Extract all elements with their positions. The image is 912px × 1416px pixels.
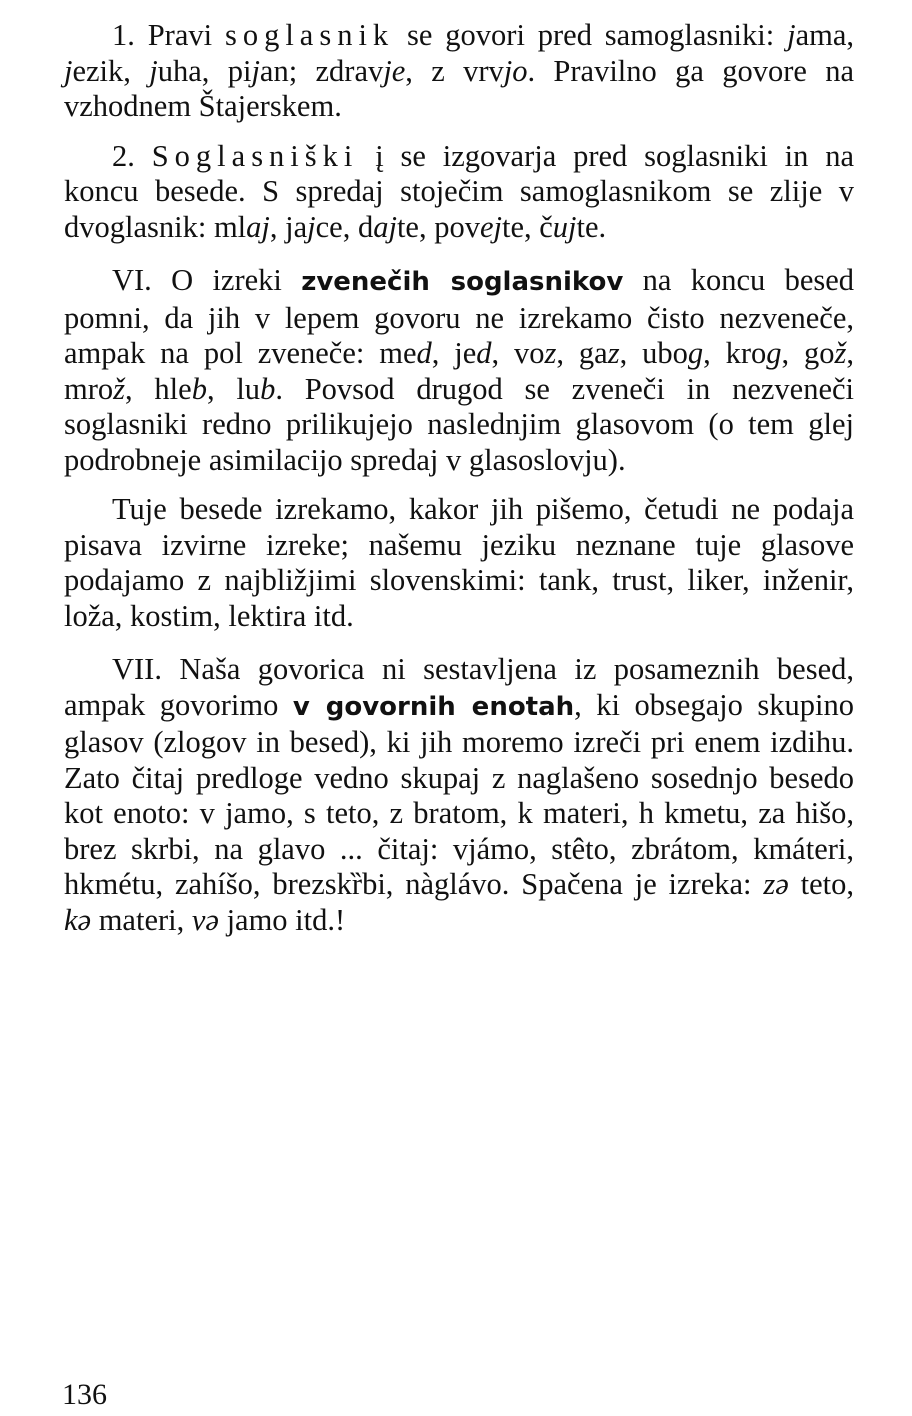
text-segment: an; zdrav: [259, 53, 384, 88]
italic-segment: j: [787, 18, 796, 52]
italic-segment: və: [191, 902, 219, 937]
text-segment: , lu: [206, 371, 261, 406]
italic-segment: b: [260, 371, 276, 406]
bold-term: zvenečih soglasnikov: [301, 267, 624, 297]
text-segment: ce, d: [315, 209, 374, 244]
italic-segment: ej: [479, 209, 502, 244]
bold-term: v govornih enotah: [292, 691, 575, 722]
italic-segment: kə: [64, 902, 92, 937]
text-segment: 1. Pravi: [112, 18, 225, 52]
italic-segment: j: [149, 53, 158, 88]
page-text: [64, 18, 854, 938]
text-segment: , ubo: [619, 336, 688, 370]
italic-segment: je: [383, 53, 406, 88]
italic-segment: d: [476, 336, 492, 370]
paragraph-foreign-words: [64, 492, 854, 634]
text-segment: , ga: [556, 336, 608, 370]
text-segment: , go: [781, 336, 835, 370]
text-segment: , mro: [64, 336, 855, 406]
text-segment: , z vrv: [405, 53, 504, 88]
text-segment: Tuje besede izrekamo, kakor jih pišemo, četudi ne podaja pisava izvirne izreke; našemu jeziku neznane tuje glasove podajamo z najbližjimi slovenskimi: tank, trust, liker, inženir, loža, kostim, lektira itd.: [64, 492, 854, 633]
italic-segment: j: [64, 53, 73, 88]
italic-segment: j: [307, 209, 316, 244]
spaced-term: soglasnik: [224, 18, 395, 52]
text-segment: materi,: [91, 902, 192, 937]
italic-segment: aj: [373, 209, 397, 244]
text-segment: te.: [576, 209, 607, 244]
italic-segment: jo: [503, 53, 528, 88]
italic-segment: g: [766, 336, 782, 370]
text-segment: , ja: [269, 209, 308, 244]
text-segment: . Povsod drugod se zveneči in nezveneči soglasniki redno prilikujejo naslednjim glasovom (o tem glej podrobneje asimilacijo spredaj v glasoslovju).: [64, 371, 854, 477]
italic-segment: ž: [113, 371, 126, 406]
italic-segment: aj: [246, 209, 270, 244]
text-segment: , ki obsegajo skupino glasov (zlogov in besed), ki jih moremo izreči pri enem izdihu. Zato čitaj predloge vedno skupaj z naglašeno sosednjo besedo kot enoto: v jamo, s teto, z bratom, k materi, h kmetu, za hišo, brez skrbi, na glavo ... čitaj: vjámo, stêto, zbrátom, kmáteri, hkmétu, zahíšo, brezskȑbi, nàglávo. Spačena je izreka:: [64, 687, 854, 901]
paragraph-1: [64, 18, 854, 125]
text-segment: te, pov: [396, 209, 480, 244]
paragraph-2: [64, 139, 854, 246]
italic-segment: b: [191, 371, 207, 406]
text-segment: VII. Naša govorica ni sestavljena iz posameznih besed, ampak govorimo: [64, 652, 854, 722]
text-segment: . Pravilno ga govore na vzhodnem Štajerskem.: [64, 53, 855, 123]
text-segment: , hle: [125, 371, 192, 406]
text-segment: , je: [431, 336, 477, 370]
italic-segment: z: [544, 336, 557, 370]
paragraph-section-vii: [64, 652, 854, 938]
italic-segment: d: [416, 336, 432, 370]
text-segment: teto,: [788, 867, 854, 901]
text-segment: uha, pi: [157, 53, 252, 88]
text-segment: , kro: [703, 336, 767, 370]
italic-segment: uj: [552, 209, 577, 244]
text-segment: į se izgovarja pred soglasniki in na koncu besede. S spredaj stoječim samoglasnikom se zlije v dvoglasnik: ml: [64, 138, 854, 244]
text-segment: ezik,: [72, 53, 150, 88]
paragraph-section-vi: [64, 263, 854, 478]
page-number: 136: [62, 1378, 107, 1411]
italic-segment: z: [607, 336, 620, 370]
text-segment: ama,: [795, 18, 854, 52]
italic-segment: ž: [834, 336, 847, 370]
text-segment: 2.: [112, 138, 152, 173]
text-segment: na koncu besed pomni, da jih v lepem govoru ne izrekamo čisto nezveneče, ampak na pol zveneče: me: [64, 263, 855, 370]
spaced-term: Soglasniški: [151, 138, 359, 173]
italic-segment: g: [687, 336, 704, 370]
italic-segment: zə: [763, 867, 789, 901]
text-segment: se govori pred samoglasniki:: [394, 18, 788, 52]
text-segment: te, č: [501, 209, 553, 244]
text-segment: , vo: [491, 336, 545, 370]
text-segment: jamo itd.!: [218, 902, 346, 937]
text-segment: VI. O izreki: [112, 263, 302, 297]
italic-segment: j: [251, 53, 260, 88]
